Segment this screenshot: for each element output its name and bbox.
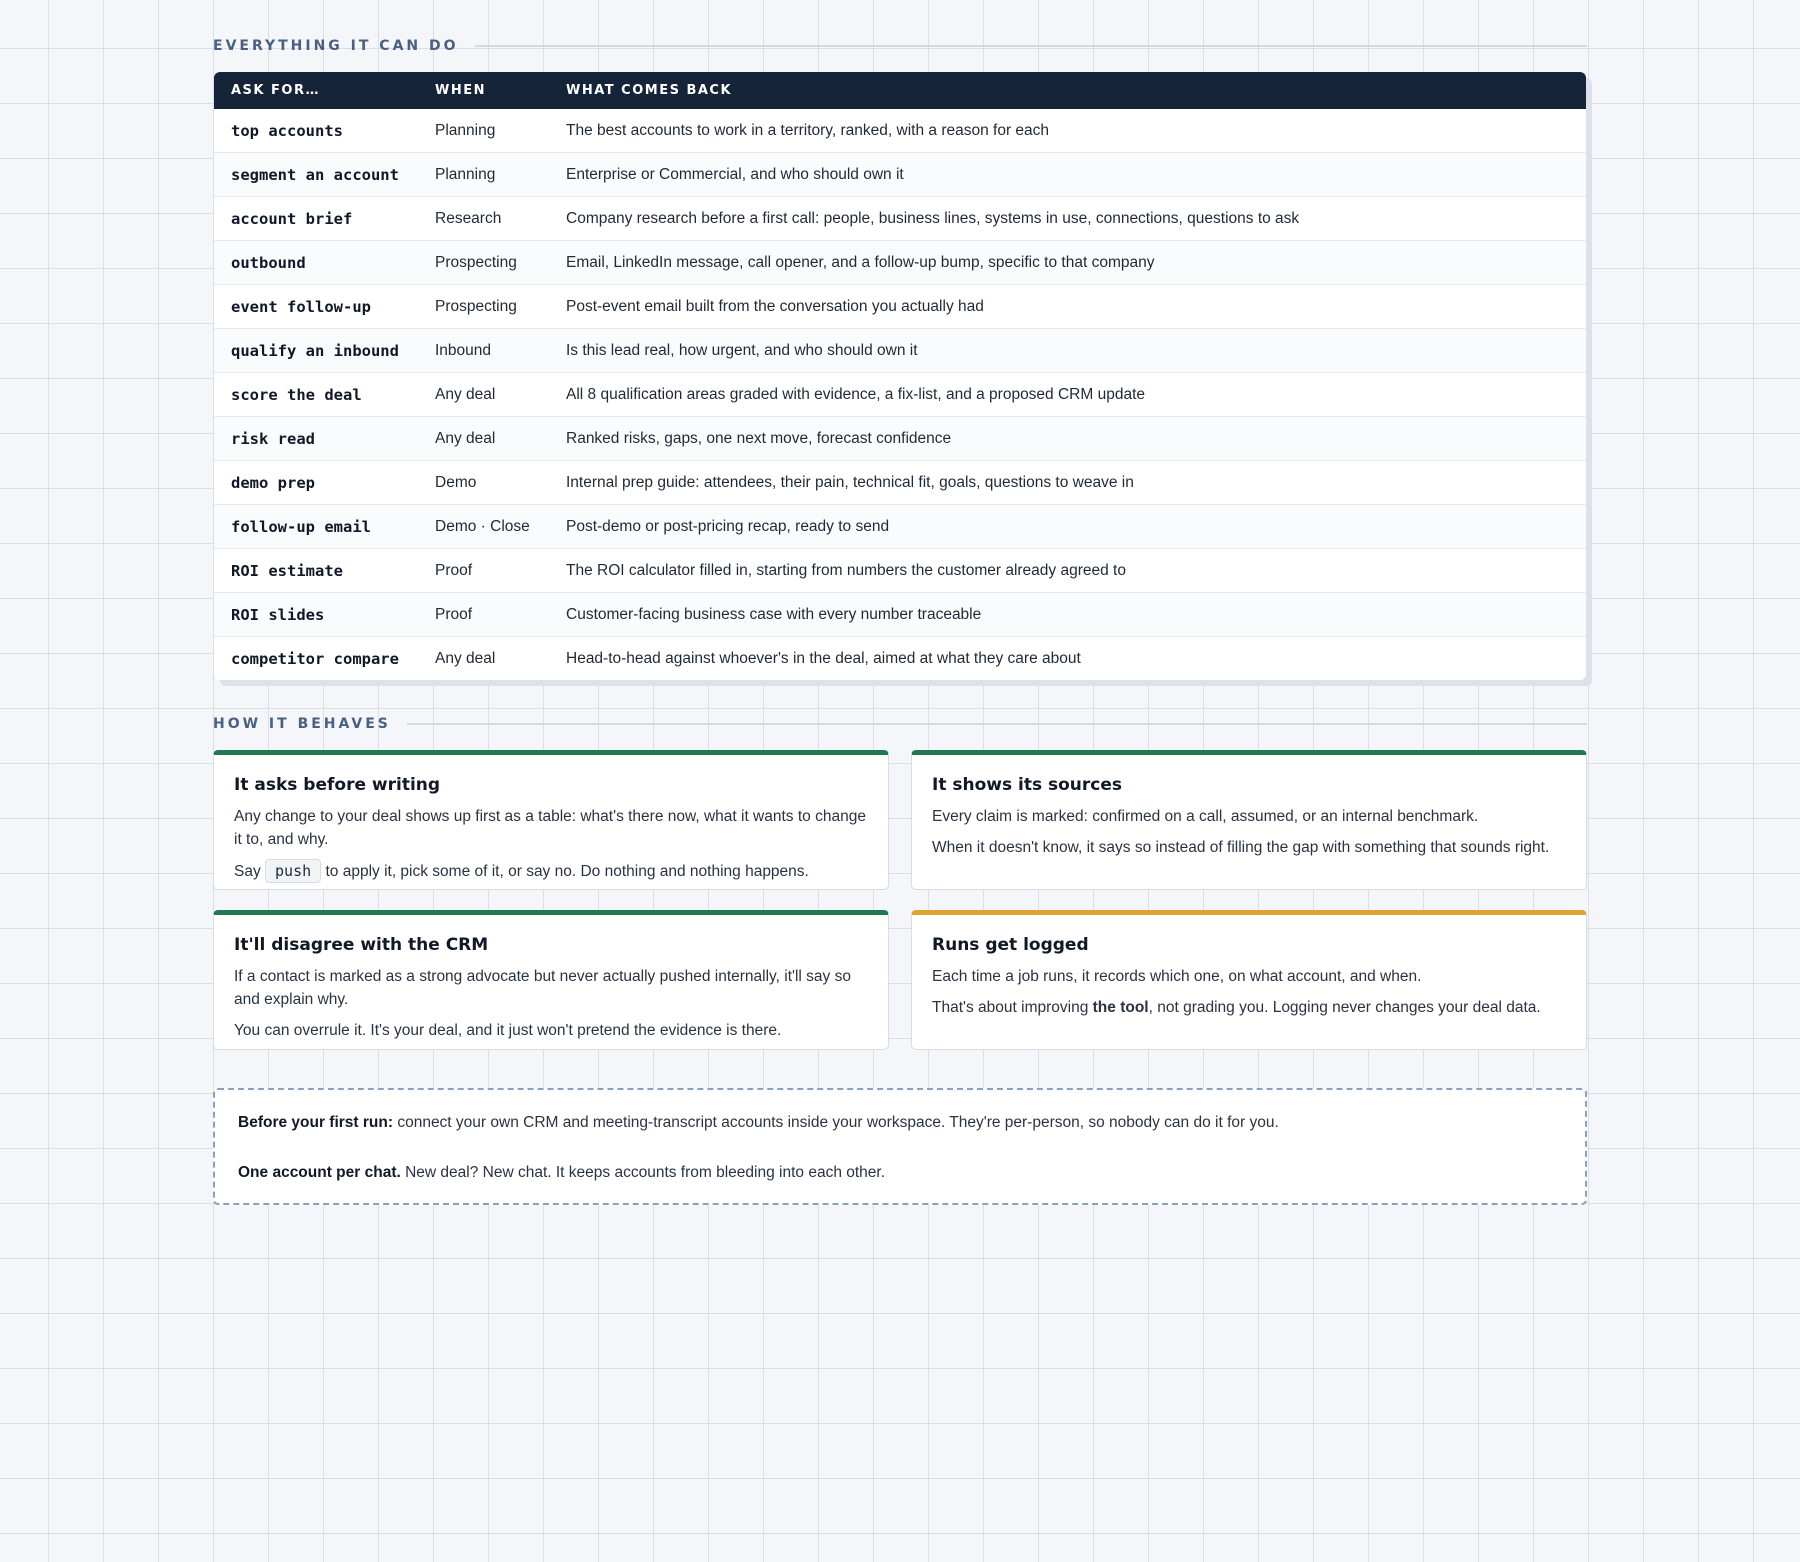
column-header-ask: ASK FOR… [214,72,419,109]
ask-command: ROI estimate [214,549,419,593]
section-rule [475,45,1587,47]
table-row [214,197,1586,241]
note-text: New deal? New chat. It keeps accounts from bleeding into each other. [405,1164,886,1181]
table-row [214,329,1586,373]
card-text: When it doesn't know, it says so instead of filling the gap with something that sounds right. [932,839,1550,856]
card-text: If a contact is marked as a strong advocate but never actually pushed internally, it'll say so and explain why. [234,968,851,1008]
capabilities-table [214,72,1586,680]
what-comes-back: Head-to-head against whoever's in the deal, aimed at what they care about [550,637,1586,681]
note-text: connect your own CRM and meeting-transcript accounts inside your workspace. They're per-person, so nobody can do it for you. [397,1114,1279,1131]
card-text-part: to apply it, pick some of it, or say no. Do nothing and nothing happens. [325,863,809,880]
table-row [214,417,1586,461]
card-text-part: That's about improving [932,999,1089,1016]
card-text-emphasis: the tool [1092,999,1149,1016]
when-stage: Inbound [419,329,550,373]
what-comes-back: The best accounts to work in a territory, ranked, with a reason for each [566,121,1050,139]
what-comes-back: Is this lead real, how urgent, and who should own it [550,329,1586,373]
column-header-when: WHEN [419,72,550,109]
ask-command: follow-up email [214,505,419,549]
when-stage: Demo [419,461,550,505]
when-stage: Prospecting [419,241,550,285]
note-first-run [238,1112,1562,1134]
table-header-row [214,72,1586,109]
card-text-part: Say [234,863,261,880]
what-comes-back: Post-demo or post-pricing recap, ready to send [550,505,1586,549]
when-stage: Proof [419,593,550,637]
card-asks-before-writing [213,750,889,890]
ask-command: segment an account [214,153,419,197]
ask-command: top accounts [231,121,343,140]
ask-command: demo prep [214,461,419,505]
when-stage: Any deal [419,417,550,461]
table-row [214,373,1586,417]
behavior-cards [213,750,1587,1050]
ask-command: qualify an inbound [214,329,419,373]
table-row [214,285,1586,329]
note-one-account [238,1162,1562,1184]
ask-command: account brief [214,197,419,241]
table-row [214,637,1586,681]
note-label: Before your first run: [238,1114,394,1131]
when-stage: Any deal [419,637,550,681]
card-text [234,859,868,883]
card-title: It shows its sources [932,775,1123,795]
card-text [932,996,1566,1019]
when-stage: Planning [419,153,550,197]
ask-command: score the deal [214,373,419,417]
table-row [214,241,1586,285]
setup-notes [213,1088,1587,1205]
what-comes-back: Ranked risks, gaps, one next move, forecast confidence [550,417,1586,461]
card-text: Any change to your deal shows up first as a table: what's there now, what it wants to change it to, and why. [234,808,866,848]
card-runs-logged [911,910,1587,1050]
ask-command: competitor compare [214,637,419,681]
table-row [214,461,1586,505]
what-comes-back: Customer-facing business case with every number traceable [550,593,1586,637]
what-comes-back: Company research before a first call: people, business lines, systems in use, connections, questions to ask [550,197,1586,241]
section-title: HOW IT BEHAVES [213,716,391,732]
when-stage: Demo · Close [419,505,550,549]
ask-command: risk read [214,417,419,461]
when-stage: Planning [435,121,496,139]
card-disagree-crm [213,910,889,1050]
what-comes-back: Internal prep guide: attendees, their pain, technical fit, goals, questions to weave in [550,461,1586,505]
ask-command: outbound [214,241,419,285]
card-text: Each time a job runs, it records which one, on what account, and when. [932,968,1422,985]
section-heading-behaviors [213,716,1587,732]
section-rule [407,723,1587,725]
card-title: It'll disagree with the CRM [234,935,489,955]
when-stage: Any deal [419,373,550,417]
what-comes-back: Email, LinkedIn message, call opener, and a follow-up bump, specific to that company [550,241,1586,285]
table-row [214,153,1586,197]
table-row [214,505,1586,549]
what-comes-back: The ROI calculator filled in, starting from numbers the customer already agreed to [550,549,1586,593]
when-stage: Proof [419,549,550,593]
when-stage: Prospecting [419,285,550,329]
card-text: Every claim is marked: confirmed on a call, assumed, or an internal benchmark. [932,808,1479,825]
ask-command: event follow-up [214,285,419,329]
page [213,0,1587,1205]
what-comes-back: Enterprise or Commercial, and who should own it [550,153,1586,197]
table-row [214,109,1586,153]
table-row [214,549,1586,593]
what-comes-back: Post-event email built from the conversation you actually had [550,285,1586,329]
column-header-what: WHAT COMES BACK [550,72,1586,109]
what-comes-back: All 8 qualification areas graded with evidence, a fix-list, and a proposed CRM update [550,373,1586,417]
note-label: One account per chat. [238,1164,401,1181]
ask-command: ROI slides [214,593,419,637]
card-title: It asks before writing [234,775,441,795]
push-command-code: push [265,859,321,883]
card-title: Runs get logged [932,935,1089,955]
card-text: You can overrule it. It's your deal, and it just won't pretend the evidence is there. [234,1022,782,1039]
card-shows-sources [911,750,1587,890]
section-heading-capabilities [213,38,1587,54]
when-stage: Research [419,197,550,241]
table-row [214,593,1586,637]
section-title: EVERYTHING IT CAN DO [213,38,459,54]
card-text-part: , not grading you. Logging never changes your deal data. [1148,999,1541,1016]
